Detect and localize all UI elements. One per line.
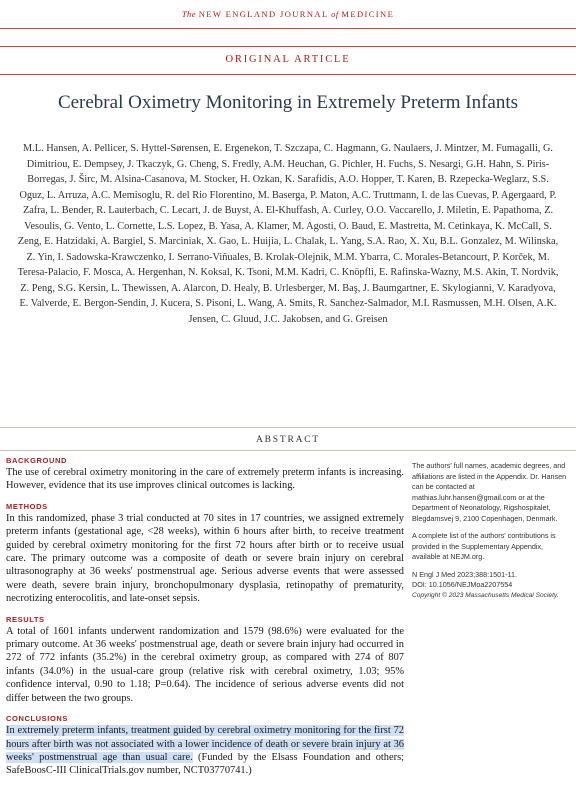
journal-name: NEW ENGLAND JOURNAL — [198, 9, 329, 19]
background-heading: BACKGROUND — [6, 456, 67, 465]
abstract-label: ABSTRACT — [255, 435, 321, 445]
conclusions-heading: CONCLUSIONS — [6, 714, 69, 724]
doi: DOI: 10.1056/NEJMoa2207554 — [412, 580, 513, 589]
journal-masthead — [0, 9, 576, 19]
journal-suffix: MEDICINE — [341, 9, 395, 19]
results-text: A total of 1601 infants underwent randomization and 1579 (98.6%) were evaluated for the primary outcome. At 36 weeks' postmenstrual age, death or severe brain injury had occurred in 272 of 772 infants (35.2%) in the cerebral oximetry group, as compared with 274 of 807 infants (34.0%) in the usual-care group (relative risk with cerebral oximetry, 1.03; 95% confidence interval, 0.90 to 1.18; P=0.64). The incidence of serious adverse events did not differ between the two groups. — [6, 625, 404, 704]
citation: N Engl J Med 2023;388:1501-11. — [412, 569, 517, 579]
results-heading: RESULTS — [6, 614, 45, 624]
author-info-note: The authors' full names, academic degrees, and affiliations are listed in the Appendix. Dr. Hansen can be contacted at mathias.luhr.hansen@gmail.com or at the Department of Neonatology, Rigshospitalet, Blegdamsvej 9, 2100 Copenhagen, Denmark. — [412, 461, 567, 523]
contributions-note: A complete list of the authors' contributions is provided in the Supplementary Appendix, available at NEJM.org. — [412, 531, 556, 561]
copyright: Copyright © 2023 Massachusetts Medical Society. — [412, 591, 559, 599]
background-text: The use of cerebral oximetry monitoring in the care of extremely preterm infants is increasing. However, evidence that its use improves clinical outcomes is lacking. — [6, 467, 404, 492]
article-type-top-rule — [0, 46, 576, 47]
abstract-body — [6, 456, 404, 787]
methods-text: In this randomized, phase 3 trial conducted at 70 sites in 17 countries, we assigned extremely preterm infants (gestational age, <28 weeks), within 6 hours after birth, to receive treatment guided by cerebral oximetry monitoring for the first 72 hours after birth or to receive usual care. The primary outcome was a composite of death or severe brain injury on cerebral ultrasonography at 36 weeks' postmenstrual age. Serious adverse events that were assessed were death, severe brain injury, bronchopulmonary dysplasia, retinopathy of prematurity, necrotizing enterocolitis, and late-onset sepsis. — [6, 512, 404, 605]
article-title: Cerebral Oximetry Monitoring in Extremely Preterm Infants — [57, 92, 519, 113]
author-list: M.L. Hansen, A. Pellicer, S. Hyttel-Sørensen, E. Ergenekon, T. Szczapa, C. Hagmann, G. Naulaers, J. Mintzer, M. Fumagalli, G. Dimitriou, E. Dempsey, J. Tkaczyk, G. Cheng, S. Fredly, A.M. Heuchan, G. Pichler, H. Fuchs, S. Nesargi, G.H. Hahn, S. Piris-Borregas, J. Širc, M. Alsina-Casanova, M. Stocker, H. Ozkan, K. Sarafidis, A.O. Hopper, T. Karen, B. Rzepecka-Weglarz, S.S. Oguz, L. Arruza, A.C. Memisoglu, R. del Rio Florentino, M. Baserga, P. Maton, A.C. Truttmann, I. de las Cuevas, P. Agergaard, P. Zafra, L. Bender, R. Lauterbach, C. Lecart, J. de Buyst, A. El-Khuffash, A. Curley, O.O. Vaccarello, J. Miletin, E. Papathoma, Z. Vesoulis, G. Vento, L. Cornette, L.S. Lopez, B. Yasa, A. Klamer, M. Agosti, O. Baud, E. Mastretta, M. Cetinkaya, K. McCall, S. Zeng, E. Hatzidaki, A. Bargiel, S. Marciniak, X. Gao, L. Huijia, L. Chalak, L. Yang, S.A. Rao, X. Xu, B.L. Gonzalez, M. Wilinska, Z. Yin, I. Sadowska-Krawczenko, I. Serrano-Viñuales, B. Krolak-Olejnik, M.M. Ybarra, C. Morales-Betancourt, P. Korček, M. Teresa-Palacio, F. Mosca, A. Hergenhan, N. Koksal, K. Tsoni, M.M. Kadri, C. Knöpfli, E. Rafinska-Wazny, M.S. Akin, T. Nordvik, Z. Peng, S.G. Kersin, L. Thewissen, A. Alarcon, D. Healy, B. Urlesberger, M. Baş, J. Baumgartner, E. Skylogianni, V. Karadyova, E. Valverde, E. Bergon-Sendin, J. Kucera, S. Pisoni, L. Wang, A. Smits, R. Sanchez-Salmador, M.I. Rasmussen, M.H. Olsen, A.K. Jensen, C. Gluud, J.C. Jakobsen, and G. Greisen — [17, 143, 559, 325]
methods-heading: METHODS — [6, 501, 48, 511]
abstract-bottom-rule — [0, 450, 576, 451]
journal-of: of — [328, 9, 342, 19]
conclusions-highlighted-text[interactable]: In extremely preterm infants, treatment guided by cerebral oximetry monitoring for the first 72 hours after birth was not associated with a lower incidence of death or severe brain injury at 36 weeks' postmenstrual age than usual care. — [6, 725, 404, 763]
abstract-top-rule — [0, 427, 576, 428]
conclusions-funding-text: (Funded by the Elsass Foundation and others; SafeBoosC-III ClinicalTrials.gov number, NCT03770741.) — [6, 751, 405, 777]
article-type: ORIGINAL ARTICLE — [225, 54, 351, 65]
conclusions-text — [6, 724, 404, 778]
masthead-divider — [0, 28, 576, 29]
article-type-bottom-rule — [0, 74, 576, 75]
sidebar-notes — [412, 461, 572, 601]
journal-prefix: The — [181, 9, 199, 19]
